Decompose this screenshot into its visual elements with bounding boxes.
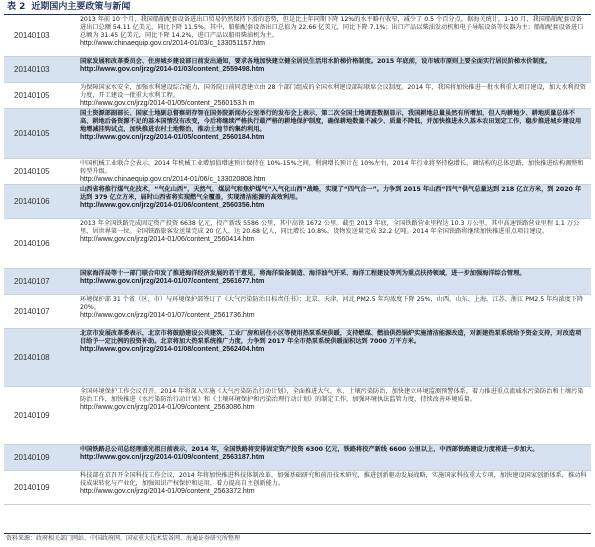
table-row	[4, 159, 591, 185]
row-text: 国家发展和改革委员会、住房城乡建设部日前发出通知，要求各地加快建立健全居民生活用水阶梯价格制度。2015 年底前，设市城市原则上要全面实行居民阶梯水价制度。	[80, 57, 552, 65]
row-date: 20140109	[14, 453, 50, 462]
row-text: 中国机械工业联合会表示，2014 年机械工业增加值增速预计保持在 10%-15%之间，利润增长预计在 10%左右，2014 年行业将坚持稳增长、调结构的总体思路，加快推进结构调整和转型升级。	[80, 159, 584, 175]
policy-news-table	[4, 15, 591, 505]
row-content	[80, 159, 591, 184]
row-source-link[interactable]: http://www.chinaequip.gov.cn/2014-01/06/c_133020808.htm	[80, 175, 266, 183]
row-source-link[interactable]: http://www.gov.cn/jrzg/2014-01/07/content_2561736.htm	[80, 311, 255, 319]
row-date: 20140109	[14, 483, 50, 492]
row-text: 2013 年前 10 个月，我国船舶配套设备进出口贸易仍然保持下滑的态势，但是比上年同期下降 12%的水平略有收窄，减少了 0.5 个百分点。据海关统计，1-10 月，我国船舶配套设备进出口总额 54.11 亿美元，同比下降 11.5%。其中，船舶配套设备出口总值为 22.66 亿美元，同比下降 7.1%；出口产品以柴油发动机和电子导航设备等仪器为主；船舶配套设备进口总额为 31.45 亿美元，同比下降 14.2%，进口产品以船用柴油机为主。	[80, 15, 584, 39]
table-row	[4, 269, 591, 295]
row-source-link[interactable]: http://www.chinaequip.gov.cn/2014-01/03/c_133051157.htm	[80, 39, 265, 47]
row-content	[80, 109, 591, 158]
row-date: 20140107	[14, 307, 50, 316]
row-source-link[interactable]: http://www.gov.cn/jrzg/2014-01/08/content_2562404.htm	[80, 345, 265, 353]
row-text: 全国环境保护工作会议召开。2014 年将深入实施《大气污染防治行动计划》，全面推进大气、水、土壤污染防治，加快建立环境监测预警体系，着力推进重点流域水污染防治和土壤污染防治工作，加快推进《水污染防治行动计划》和《土壤环境保护和污染治理行动计划》的制定工作，加强环境执法监管力度，持续改善环境质量。	[80, 387, 584, 403]
row-date: 20140107	[14, 277, 50, 286]
row-source-link[interactable]: http://www.gov.cn/jrzg/2014-01/09/content_2563086.htm	[80, 403, 255, 411]
table-row	[4, 109, 591, 159]
table-row	[4, 219, 591, 269]
row-date: 20140103	[14, 31, 50, 40]
row-text: 环境保护部 31 个省（区、市）与环境保护部签订了《大气污染防治目标责任书》；北京、天津、河北 PM2.5 年均浓度下降 25%，山西、山东、上海、江苏、浙江 PM2.5 年均浓度下降 20%。	[80, 295, 584, 311]
row-source-link[interactable]: http://www.gov.cn/jrzg/2014-01/05/content_2560153.h m	[80, 99, 255, 107]
row-content	[80, 185, 591, 218]
table-row	[4, 329, 591, 387]
row-source-link[interactable]: http://www.gov.cn/jrzg/2014-01/05/content_2560184.htm	[80, 133, 265, 141]
row-text: 山西省将推行煤气化技术，“气化山西”，天然气、煤层气和焦炉煤气“入气化山西”战略，实现了“四气合一”。力争到 2015 年山西“四气”供气总量达到 218 亿立方米，到 2020 年达到 379 亿立方米，届时山西省将实现燃气全覆盖，实现清洁能源的高效利用。	[80, 185, 582, 201]
row-text: 国土资源部副部长、国家土地副总督察胡存智在国务院新闻办公室举行的发布会上表示，第二次全国土地调查数据显示，我国耕地总量虽然有所增加，但人均耕地少、耕地质量总体不高、耕地后备资源不足的基本国情没有改变，今后将继续严格执行最严格的耕地保护制度，确保耕地数量不减少、质量不降低，并加快推进永久基本农田划定工作，稳步推进城乡建设用地增减挂钩试点，加快推进农村土地整治，推动土地节约集约利用。	[80, 109, 582, 133]
row-content	[80, 15, 591, 56]
row-content	[80, 57, 591, 82]
row-content	[80, 329, 591, 386]
table-row	[4, 445, 591, 471]
source-note: 资料来源：政府相关部门网站、中国政府网、国家重大技术装备网、海通证券研究所整理	[4, 533, 591, 544]
table-title-text: 近期国内主要政策与新闻	[31, 2, 131, 12]
table-row	[4, 295, 591, 329]
row-text: 国家海洋局等十一部门联合印发了推进海洋经济发展的若干意见，将海洋装备制造、海洋油气开采、海洋工程建设等列为重点扶持领域，进一步加强海洋综合管理。	[80, 269, 526, 277]
row-source-link[interactable]: http://www.gov.cn/jrzg/2014-01/06/content_2560414.htm	[80, 235, 255, 243]
row-text: 2013 年全国铁路完成固定资产投资 6638 亿元，投产新线 5586 公里，其中高铁 1672 公里。截至 2013 年底，全国铁路营业里程达 10.3 万公里，其中高速铁路营业里程 1.1 万公里，居世界第一位。全国铁路旅客发送量完成 20 亿人，达 20.68 亿人，同比增长 10.8%。货物发送量完成 32.2 亿吨。2014 年全国铁路将继续加快推进重点项目建设。	[80, 219, 580, 235]
table-row	[4, 185, 591, 219]
row-content	[80, 83, 591, 108]
row-source-link[interactable]: http://www.gov.cn/jrzg/2014-01/03/content_2559498.htm	[80, 65, 265, 73]
row-content	[80, 387, 591, 444]
table-number: 表 2	[7, 2, 26, 12]
table-row	[4, 57, 591, 83]
row-date: 20140105	[14, 167, 50, 176]
row-content	[80, 269, 591, 294]
table-row	[4, 471, 591, 505]
row-date: 20140105	[14, 129, 50, 138]
table-row	[4, 387, 591, 445]
row-content	[80, 471, 591, 504]
row-content	[80, 445, 591, 470]
row-source-link[interactable]: http://www.gov.cn/jrzg/2014-01/06/content_2560356.htm	[80, 201, 265, 209]
row-text: 科技部在京召开全国科技工作会议，2014 年将加快推进科技体制改革，加强基础研究和前沿技术研究，推进创新驱动发展战略，实施国家科技重大专项，加快建设国家创新体系，推动科技成果转化与产业化，加强知识产权保护和运用，着力提高自主创新能力。	[80, 471, 587, 487]
row-date: 20140105	[14, 91, 50, 100]
row-content	[80, 295, 591, 328]
row-text: 为保障国家水安全，加强水利建设综合能力，国务院日前同意建立由 28 个部门组成的全国水利建设部际联席会议制度。2014 年，我国将加快推进一批水利重大项目建设，加大水利投资力度，开工建设一批重大水利工程。	[80, 83, 586, 99]
row-date: 20140103	[14, 65, 50, 74]
table-row	[4, 15, 591, 57]
table-row	[4, 83, 591, 109]
table-title	[4, 0, 591, 15]
row-date: 20140106	[14, 239, 50, 248]
row-source-link[interactable]: http://www.gov.cn/jrzg/2014-01/07/content_2561677.htm	[80, 277, 265, 285]
row-text: 中国铁路总公司总经理盛光祖日前表示，2014 年，全国铁路将安排固定资产投资 6300 亿元，铁路将投产新线 6600 公里以上，中西部铁路建设力度将进一步加大。	[80, 445, 539, 453]
row-date: 20140109	[14, 411, 50, 420]
row-date: 20140106	[14, 197, 50, 206]
row-content	[80, 219, 591, 268]
row-source-link[interactable]: http://www.gov.cn/jrzg/2014-01/09/content_2563372.htm	[80, 487, 255, 495]
row-date: 20140108	[14, 353, 50, 362]
row-source-link[interactable]: http://www.gov.cn/jrzg/2014-01/09/content_2563187.htm	[80, 453, 265, 461]
row-text: 北京市发展改革委表示，北京市将鼓励建设公共建筑、工业厂房和居住小区等使用热泵系统供暖，支持燃煤、燃油供热锅炉实施清洁能源改造，对新建热泵系统给予资金支持，对改造项目给予一定比例的投资补助。北京将加大热泵系统推广力度，力争到 2017 年全市热泵系统供暖面积达到 7000 万平方米。	[80, 329, 582, 345]
